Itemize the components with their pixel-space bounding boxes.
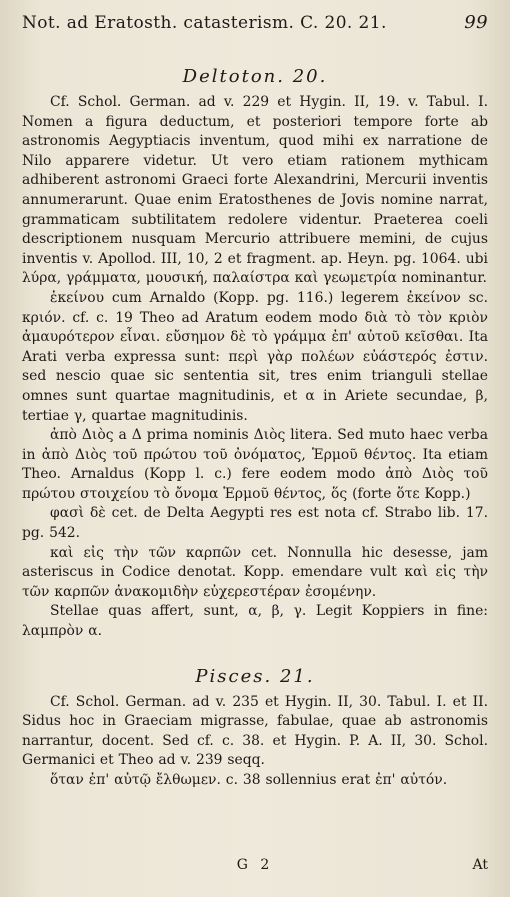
page-footer bbox=[22, 857, 488, 873]
page-number: 99 bbox=[464, 12, 488, 33]
section-title: Deltoton. 20. bbox=[182, 66, 328, 87]
paragraph: ἐκείνου cum Arnaldo (Kopp. pg. 116.) legerem ἐκείνον sc. κριόν. cf. c. 19 Theo ad Aratum eodem modo διὰ τὸ τὸν κριὸν ἀμαυρότερον εἶναι. εὔσημον δὲ τὸ γράμμα ἐπ' αὐτοῦ κεῖσθαι. Ita Arati verba expressa sunt: περὶ γὰρ πολέων εὐάστερός ἐστιν. sed nescio quae sic sententia sit, tres enim trianguli stellae omnes sunt quartae magnitudinis, et α in Ariete secundae, β, tertiae γ, quartae magnitudinis. bbox=[22, 289, 488, 424]
paragraph: Stellae quas affert, sunt, α, β, γ. Legit Koppiers in fine: λαμπρὸν α. bbox=[22, 603, 488, 640]
section-pisces bbox=[22, 666, 488, 791]
catchword: At bbox=[472, 857, 488, 873]
section-deltoton bbox=[22, 66, 488, 642]
paragraph: φασὶ δὲ cet. de Delta Aegypti res est nota cf. Strabo lib. 17. pg. 542. bbox=[22, 505, 488, 542]
running-head bbox=[22, 12, 488, 42]
paragraph: καὶ εἰς τὴν τῶν καρπῶν cet. Nonnulla hic desesse, jam asteriscus in Codice denotat. Kopp. emendare vult καὶ εἰς τὴν τῶν καρπῶν ἀνακομιδὴν εὐχερεστέραν ἐσομένην. bbox=[22, 544, 488, 600]
paragraph: Cf. Schol. German. ad v. 235 et Hygin. II, 30. Tabul. I. et II. Sidus hoc in Graeciam migrasse, fabulae, quae ab astronomis narrantur, docent. Sed cf. c. 38. et Hygin. P. A. II, 30. Schol. Germanici et Theo ad v. 239 seqq. bbox=[22, 693, 488, 769]
signature-mark: G 2 bbox=[236, 857, 274, 873]
section-title: Pisces. 21. bbox=[195, 665, 315, 687]
running-title: Not. ad Eratosth. catasterism. C. 20. 21. bbox=[22, 13, 387, 33]
paragraph: Cf. Schol. German. ad v. 229 et Hygin. II, 19. v. Tabul. I. Nomen a figura deductum, et posteriori tempore forte ab astronomis Aegyptiacis inventum, quod mihi ex narratione de Nilo apparere videtur. Ut vero etiam rationem mythicam adhiberent astronomi Graeci forte Alexandrini, Mercurii inventis annumerarunt. Quae enim Eratosthenes de Jovis nomine narrat, grammaticam subtilitatem redolere videntur. Praeterea coeli descriptionem nusquam Mercurio attribuere memini, de cujus inventis v. Apollod. III, 10, 2 et fragment. ap. Heyn. pg. 1064. ubi λύρα, γράμματα, μουσική, παλαίστρα καὶ γεωμετρία nominantur. bbox=[22, 94, 488, 287]
paragraph: ὅταν ἐπ' αὐτῷ ἔλθωμεν. c. 38 sollennius erat ἐπ' αὐτόν. bbox=[50, 772, 448, 788]
paragraph: ἀπὸ Διὸς a Δ prima nominis Διὸς litera. Sed muto haec verba in ἀπὸ Διὸς τοῦ πρώτου τοῦ ὀνόματος, Ἑρμοῦ θέντος. Ita etiam Theo. Arnaldus (Kopp l. c.) fere eodem modo ἀπὸ Διὸς τοῦ πρώτου στοιχείου τὸ ὄνομα Ἑρμοῦ θέντος, ὅς (forte ὅτε Kopp.) bbox=[22, 427, 488, 502]
